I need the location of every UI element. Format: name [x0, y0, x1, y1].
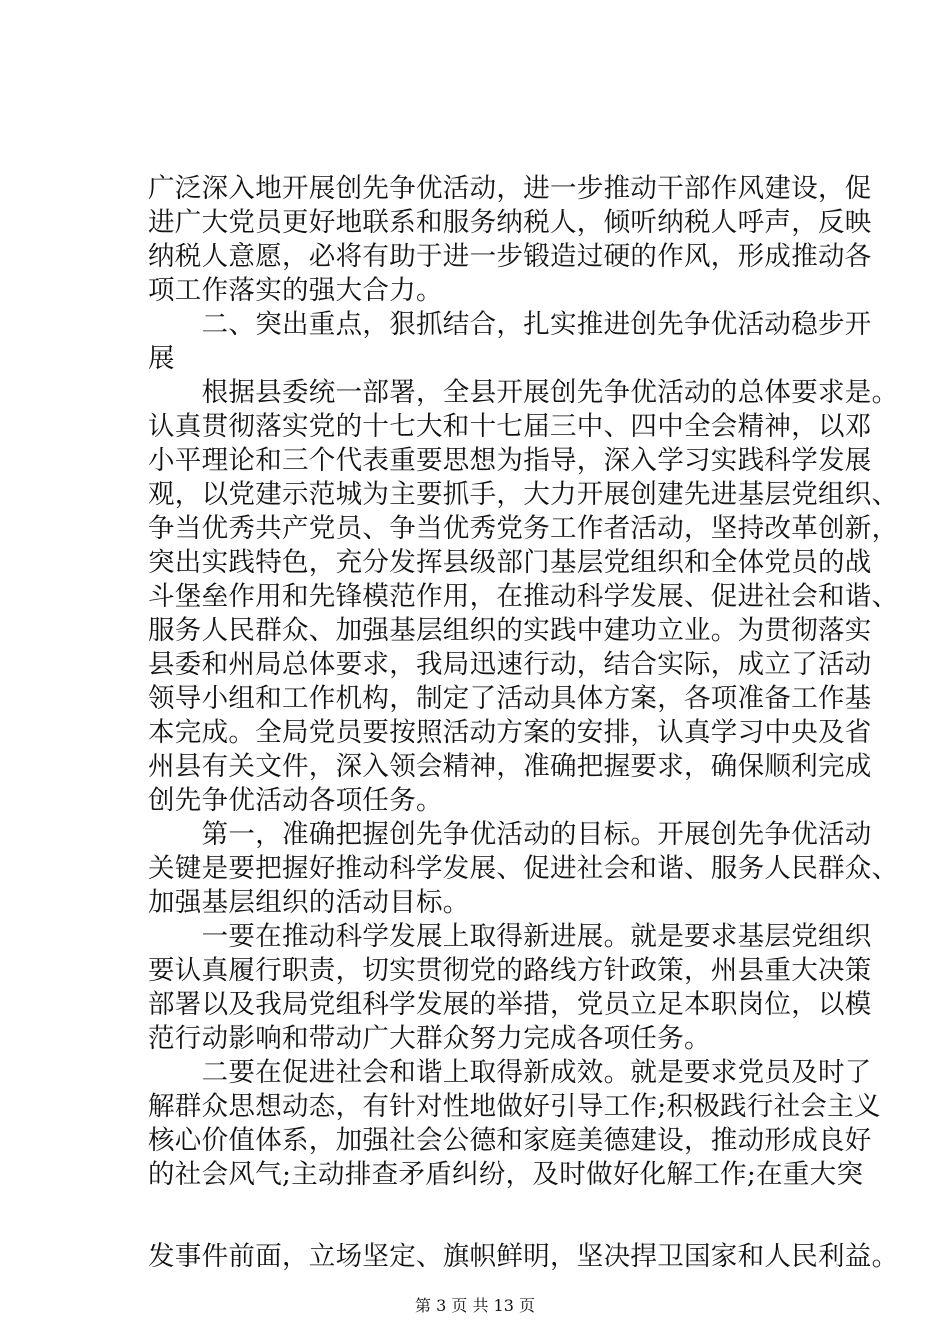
body-text-line: 发事件前面，立场坚定、旗帜鲜明，坚决捍卫国家和人民利益。 — [148, 1241, 899, 1272]
section-heading: 展 — [148, 343, 175, 374]
body-text-line: 服务人民群众、加强基层组织的实践中建功立业。为贯彻落实 — [148, 615, 872, 646]
body-text-line: 加强基层组织的活动目标。 — [148, 887, 470, 918]
body-text-line: 纳税人意愿，必将有助于进一步锻造过硬的作风，形成推动各 — [148, 241, 872, 272]
body-text-line: 本完成。全局党员要按照活动方案的安排，认真学习中央及省 — [148, 717, 872, 748]
body-text-line: 解群众思想动态，有针对性地做好引导工作;积极践行社会主义 — [148, 1091, 881, 1122]
body-text-line: 范行动影响和带动广大群众努力完成各项任务。 — [148, 1023, 711, 1054]
body-text-line: 二要在促进社会和谐上取得新成效。就是要求党员及时了 — [148, 1057, 872, 1088]
body-text-line: 项工作落实的强大合力。 — [148, 275, 443, 306]
page-footer: 第 3 页 共 13 页 — [415, 1296, 535, 1315]
body-text-line: 要认真履行职责，切实贯彻党的路线方针政策，州县重大决策 — [148, 955, 872, 986]
body-text-line: 突出实践特色，充分发挥县级部门基层党组织和全体党员的战 — [148, 547, 872, 578]
body-text-line: 一要在推动科学发展上取得新进展。就是要求基层党组织 — [148, 921, 872, 952]
body-text-line: 争当优秀共产党员、争当优秀党务工作者活动，坚持改革创新， — [148, 513, 899, 544]
body-text-line: 认真贯彻落实党的十七大和十七届三中、四中全会精神，以邓 — [148, 411, 872, 442]
body-text-line: 观，以党建示范城为主要抓手，大力开展创建先进基层党组织、 — [148, 479, 899, 510]
body-text-line: 广泛深入地开展创先争优活动，进一步推动干部作风建设，促 — [148, 173, 872, 204]
body-text-line: 县委和州局总体要求，我局迅速行动，结合实际，成立了活动 — [148, 649, 872, 680]
body-text-line: 进广大党员更好地联系和服务纳税人，倾听纳税人呼声，反映 — [148, 207, 872, 238]
body-text-line: 领导小组和工作机构，制定了活动具体方案，各项准备工作基 — [148, 683, 872, 714]
body-text-line: 的社会风气;主动排查矛盾纠纷，及时做好化解工作;在重大突 — [148, 1159, 864, 1190]
body-text-line: 斗堡垒作用和先锋模范作用，在推动科学发展、促进社会和谐、 — [148, 581, 899, 612]
body-text-line: 州县有关文件，深入领会精神，准确把握要求，确保顺利完成 — [148, 751, 872, 782]
body-text-line: 创先争优活动各项任务。 — [148, 785, 443, 816]
body-text-line: 根据县委统一部署，全县开展创先争优活动的总体要求是。 — [148, 377, 899, 408]
body-text-line: 第一，准确把握创先争优活动的目标。开展创先争优活动 — [148, 819, 872, 850]
body-text-line: 小平理论和三个代表重要思想为指导，深入学习实践科学发展 — [148, 445, 872, 476]
body-text-line: 部署以及我局党组科学发展的举措，党员立足本职岗位，以模 — [148, 989, 872, 1020]
section-heading: 二、突出重点，狠抓结合，扎实推进创先争优活动稳步开 — [148, 309, 872, 340]
body-text-line: 关键是要把握好推动科学发展、促进社会和谐、服务人民群众、 — [148, 853, 899, 884]
body-text-line: 核心价值体系，加强社会公德和家庭美德建设，推动形成良好 — [148, 1125, 872, 1156]
